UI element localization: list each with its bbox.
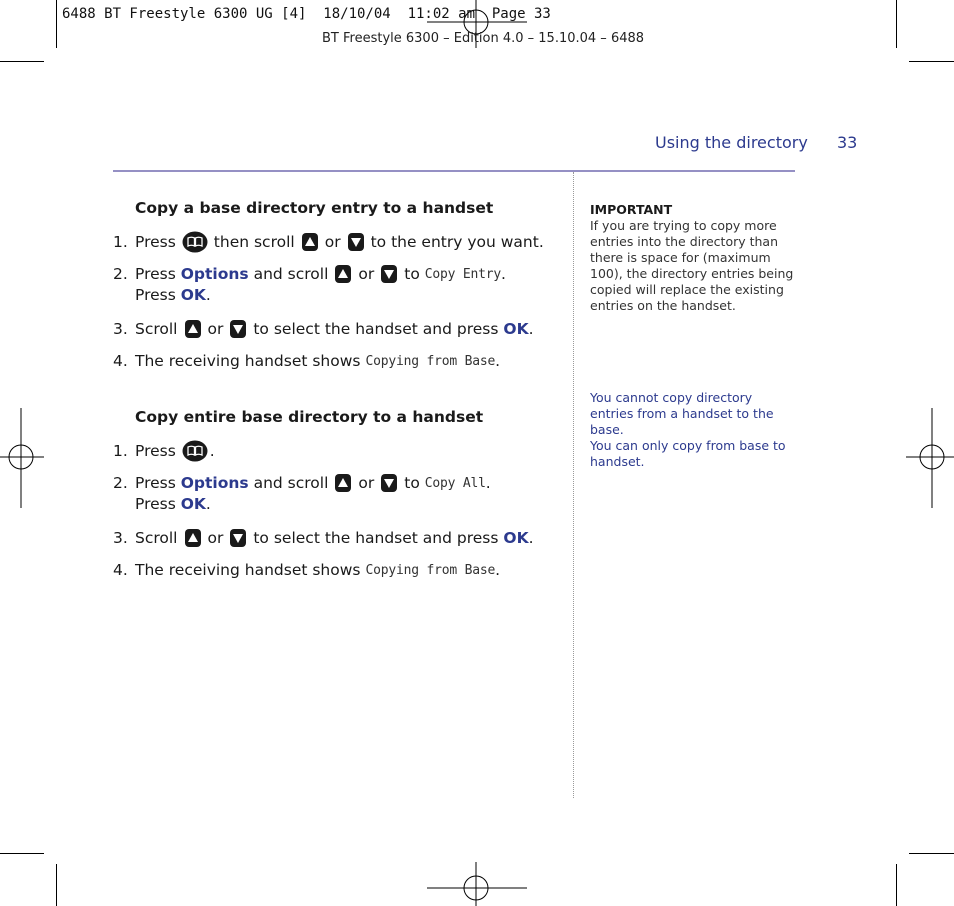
- important-text: If you are trying to copy more entries into the directory than there is space for (maximum 100), the directory entries being copied will replace the existing entries on the handset.: [590, 218, 794, 313]
- s2-step-2-cont: [135, 495, 211, 513]
- step-text: Press: [135, 474, 176, 492]
- directory-book-icon: [182, 231, 208, 253]
- step-text: and scroll: [253, 474, 329, 492]
- scroll-up-icon: [334, 264, 352, 284]
- registration-mark-bottom: [427, 862, 527, 906]
- step-text: or: [207, 529, 224, 547]
- section-heading-copy-all: Copy entire base directory to a handset: [135, 408, 484, 426]
- ok-keyword: OK: [503, 529, 529, 547]
- scroll-up-icon: [184, 528, 202, 548]
- registration-mark-right: [906, 408, 954, 508]
- step-number: 4.: [113, 561, 128, 579]
- step-text: Press: [135, 286, 176, 304]
- step-number: 2.: [113, 265, 128, 283]
- scroll-up-icon: [184, 319, 202, 339]
- s1-step-3: [113, 319, 534, 339]
- header-rule: [113, 170, 795, 172]
- crop-mark: [909, 853, 954, 854]
- crop-mark: [56, 0, 57, 48]
- s1-step-2-cont: [135, 286, 211, 304]
- lcd-text: Copy Entry: [424, 266, 502, 282]
- step-text: to the entry you want.: [370, 233, 544, 251]
- step-number: 1.: [113, 442, 128, 460]
- ok-keyword: OK: [180, 495, 206, 513]
- step-number: 4.: [113, 352, 128, 370]
- crop-mark: [56, 864, 57, 906]
- step-text: Press: [135, 442, 176, 460]
- step-text: or: [358, 474, 375, 492]
- punctuation: .: [528, 529, 534, 547]
- printer-slug: 6488 BT Freestyle 6300 UG [4] 18/10/04 11:02 am Page 33: [62, 6, 551, 22]
- crop-mark: [909, 61, 954, 62]
- punctuation: .: [205, 495, 211, 513]
- punctuation: .: [501, 265, 506, 283]
- step-text: or: [207, 320, 224, 338]
- s2-step-3: [113, 528, 534, 548]
- scroll-down-icon: [380, 264, 398, 284]
- step-text: Press: [135, 265, 176, 283]
- section-heading-copy-entry: Copy a base directory entry to a handset: [135, 199, 494, 217]
- lcd-text: Copy All: [424, 475, 486, 491]
- s2-step-1: [113, 440, 215, 462]
- step-number: 3.: [113, 529, 128, 547]
- edition-line: BT Freestyle 6300 – Edition 4.0 – 15.10.04 – 6488: [322, 31, 645, 46]
- step-number: 2.: [113, 474, 128, 492]
- step-number: 3.: [113, 320, 128, 338]
- s1-step-2: [113, 264, 506, 284]
- step-text: Press: [135, 233, 176, 251]
- column-divider: [573, 172, 574, 798]
- important-heading: IMPORTANT: [590, 202, 673, 217]
- step-text: Scroll: [135, 320, 178, 338]
- s2-step-2: [113, 473, 491, 493]
- note-line: You can only copy from base to handset.: [590, 438, 786, 469]
- step-text: to select the handset and press: [253, 320, 499, 338]
- s1-step-4: [113, 352, 500, 370]
- step-text: Scroll: [135, 529, 178, 547]
- punctuation: .: [528, 320, 534, 338]
- options-keyword: Options: [180, 265, 249, 283]
- scroll-down-icon: [229, 319, 247, 339]
- scroll-down-icon: [380, 473, 398, 493]
- step-text: The receiving handset shows: [135, 352, 361, 370]
- crop-mark: [896, 0, 897, 48]
- punctuation: .: [209, 442, 215, 460]
- step-text: to: [404, 474, 420, 492]
- step-number: 1.: [113, 233, 128, 251]
- crop-mark: [0, 853, 44, 854]
- step-text: to: [404, 265, 420, 283]
- scroll-up-icon: [334, 473, 352, 493]
- registration-mark-left: [0, 408, 44, 508]
- punctuation: .: [485, 474, 491, 492]
- lcd-text: Copying from Base: [365, 562, 496, 578]
- step-text: or: [324, 233, 341, 251]
- note-line: You cannot copy directory entries from a handset to the base.: [590, 390, 774, 437]
- s1-step-1: [113, 231, 544, 253]
- punctuation: .: [205, 286, 211, 304]
- page-number: 33: [837, 133, 858, 152]
- punctuation: .: [495, 561, 501, 579]
- step-text: to select the handset and press: [253, 529, 499, 547]
- crop-mark: [0, 61, 44, 62]
- lcd-text: Copying from Base: [365, 353, 496, 369]
- ok-keyword: OK: [503, 320, 529, 338]
- note-text: [590, 390, 795, 470]
- step-text: and scroll: [253, 265, 329, 283]
- crop-mark: [896, 864, 897, 906]
- ok-keyword: OK: [180, 286, 206, 304]
- options-keyword: Options: [180, 474, 249, 492]
- step-text: or: [358, 265, 375, 283]
- scroll-down-icon: [347, 232, 365, 252]
- step-text: Press: [135, 495, 176, 513]
- section-title: Using the directory: [655, 133, 808, 152]
- step-text: then scroll: [213, 233, 295, 251]
- scroll-up-icon: [301, 232, 319, 252]
- scroll-down-icon: [229, 528, 247, 548]
- punctuation: .: [495, 352, 501, 370]
- s2-step-4: [113, 561, 500, 579]
- directory-book-icon: [182, 440, 208, 462]
- step-text: The receiving handset shows: [135, 561, 361, 579]
